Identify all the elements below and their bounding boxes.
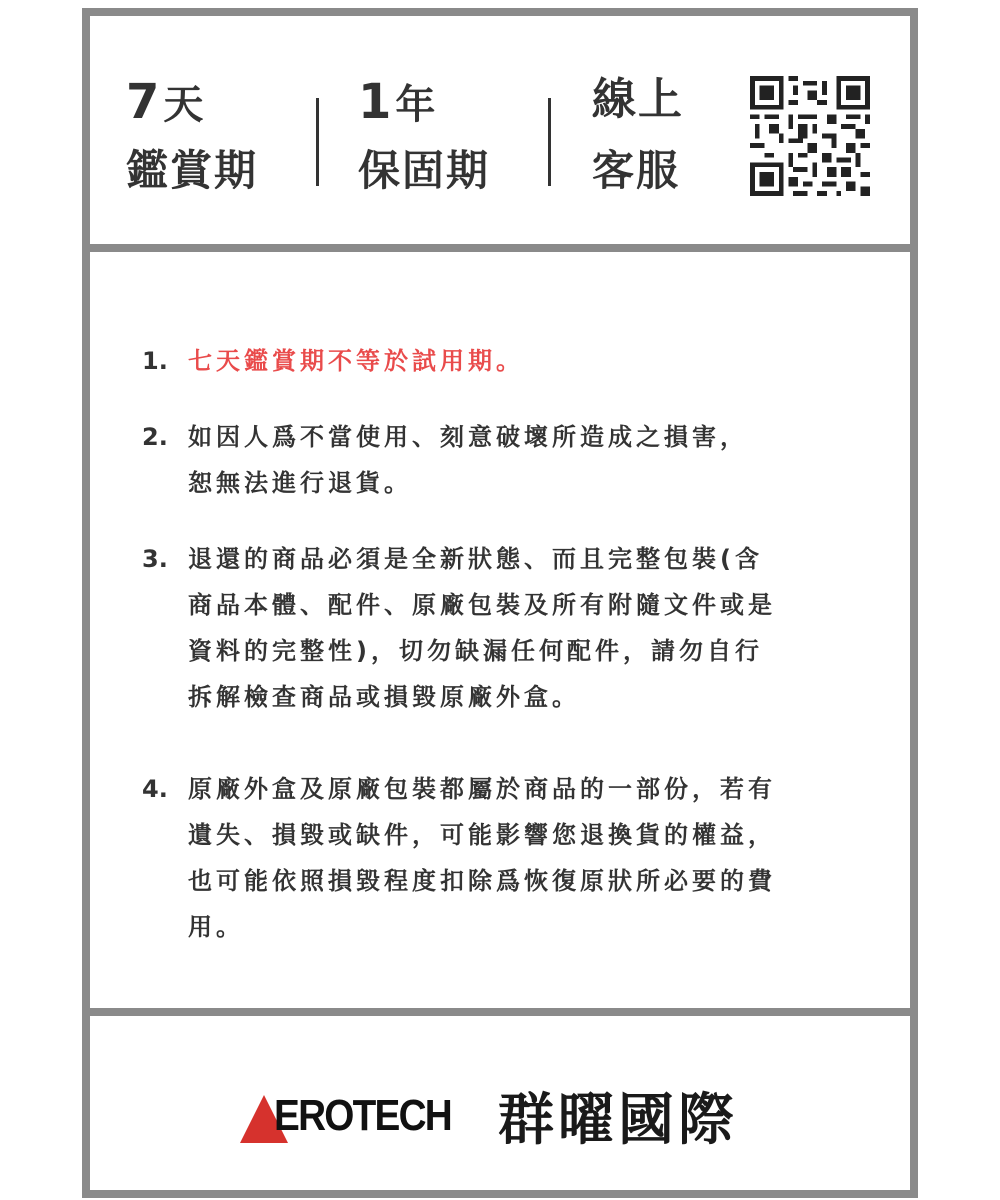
aerotech-logo: [240, 1084, 738, 1153]
item-line: 商品本體、配件、原廠包裝及所有附隨文件或是: [188, 591, 776, 619]
appreciation-label: 鑑賞期: [126, 146, 259, 195]
item-line: 拆解檢查商品或損毀原廠外盒。: [188, 683, 580, 711]
section-divider: [90, 244, 910, 252]
online-label: 線上: [592, 74, 684, 125]
days-number: 7: [126, 74, 160, 130]
days-unit: 天: [163, 82, 204, 128]
item-text: [188, 766, 868, 950]
policy-item-4: [142, 766, 868, 950]
item-line: 也可能依照損毀程度扣除爲恢復原狀所必要的費: [188, 867, 776, 895]
header-divider: [548, 98, 551, 186]
item-text: [188, 338, 868, 384]
item-line: 用。: [188, 913, 244, 941]
service-header: [90, 16, 910, 244]
item-line: 退還的商品必須是全新狀態、而且完整包裝(含: [188, 545, 763, 573]
warranty-period: [358, 74, 491, 195]
return-policy-list: [90, 252, 910, 1008]
brand-footer: [90, 1016, 910, 1198]
item-line: 七天鑑賞期不等於試用期。: [188, 347, 524, 375]
item-line: 原廠外盒及原廠包裝都屬於商品的一部份，若有: [188, 775, 776, 803]
header-divider: [316, 98, 319, 186]
appreciation-period: [126, 74, 259, 195]
item-text: [188, 536, 868, 720]
item-number: 1.: [142, 347, 168, 375]
qr-code-icon[interactable]: [750, 76, 870, 196]
warranty-label: 保固期: [358, 146, 491, 195]
item-line: 資料的完整性)，切勿缺漏任何配件，請勿自行: [188, 637, 763, 665]
customer-service-label: 客服: [592, 146, 681, 195]
policy-item-1: [142, 338, 868, 384]
online-service: [592, 74, 684, 195]
policy-item-2: [142, 414, 868, 506]
item-line: 遺失、損毀或缺件，可能影響您退換貨的權益，: [188, 821, 776, 849]
item-number: 3.: [142, 545, 168, 573]
item-number: 4.: [142, 775, 168, 803]
section-divider: [90, 1008, 910, 1016]
policy-item-3: [142, 536, 868, 720]
item-number: 2.: [142, 423, 168, 451]
item-line: 恕無法進行退貨。: [188, 469, 412, 497]
years-number: 1: [358, 74, 392, 130]
logo-wordmark: EROTECH: [274, 1091, 451, 1140]
logo-chinese-name: 群曜國際: [498, 1088, 738, 1153]
years-unit: 年: [395, 82, 436, 128]
item-line: 如因人爲不當使用、刻意破壞所造成之損害，: [188, 423, 748, 451]
policy-card: [82, 8, 918, 1198]
item-text: [188, 414, 868, 506]
